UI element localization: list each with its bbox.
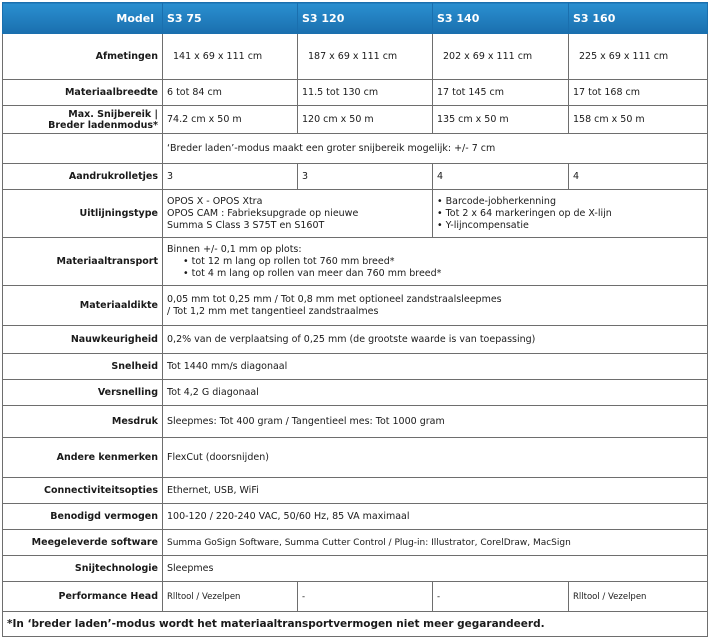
uitlijning-right-text-1: Barcode-jobherkenning [445,195,556,207]
value-vermogen: 100-120 / 220-240 VAC, 50/60 Hz, 85 VA maximaal [163,504,708,530]
value-performance-s3-140: - [433,582,569,612]
value-materiaalbreedte-s3-160: 17 tot 168 cm [569,80,708,106]
uitlijning-left-line-3: Summa S Class 3 S75T en S160T [167,219,325,231]
label-materiaaldikte: Materiaaldikte [3,286,163,326]
value-snijbereik-s3-120: 120 cm x 50 m [298,106,433,134]
model-s3-140: S3 140 [433,3,569,34]
value-snijbereik-s3-75: 74.2 cm x 50 m [163,106,298,134]
bullet-icon: • [183,267,189,279]
value-performance-s3-160: Rlltool / Vezelpen [569,582,708,612]
value-materiaalbreedte-s3-75: 6 tot 84 cm [163,80,298,106]
row-aandrukrolletjes [3,164,708,190]
model-s3-75: S3 75 [163,3,298,34]
value-afmetingen-s3-140: 202 x 69 x 111 cm [433,34,569,80]
value-snijbereik-s3-140: 135 cm x 50 m [433,106,569,134]
label-materiaaltransport: Materiaaltransport [3,238,163,286]
row-materiaaldikte [3,286,708,326]
value-nauwkeurigheid: 0,2% van de verplaatsing of 0,25 mm (de grootste waarde is van toepassing) [163,326,708,354]
value-performance-s3-120: - [298,582,433,612]
value-materiaalbreedte-s3-140: 17 tot 145 cm [433,80,569,106]
value-snelheid: Tot 1440 mm/s diagonaal [163,354,708,380]
value-connectiviteit: Ethernet, USB, WiFi [163,478,708,504]
value-aandrukrolletjes-s3-160: 4 [569,164,708,190]
row-snijbereik [3,106,708,134]
row-software [3,530,708,556]
uitlijning-right-item-3 [437,220,703,232]
value-uitlijningstype-right [433,190,708,238]
label-snijtechnologie: Snijtechnologie [3,556,163,582]
label-snijbereik-line1: Max. Snijbereik | [68,108,158,120]
bullet-icon: • [437,207,443,219]
bullet-icon: • [437,195,443,207]
row-breder-note [3,134,708,164]
materiaaltransport-bullet-text-1: tot 12 m lang op rollen tot 760 mm breed* [191,255,395,267]
row-connectiviteit [3,478,708,504]
row-vermogen [3,504,708,530]
row-versnelling [3,380,708,406]
value-aandrukrolletjes-s3-120: 3 [298,164,433,190]
value-andere-kenmerken: FlexCut (doorsnijden) [163,438,708,478]
value-breder-note: ‘Breder laden’-modus maakt een groter snijbereik mogelijk: +/- 7 cm [163,134,708,164]
uitlijning-right-item-2 [437,208,703,220]
value-snijtechnologie: Sleepmes [163,556,708,582]
uitlijning-right-item-1 [437,196,703,208]
model-s3-160: S3 160 [569,3,708,34]
label-breder-note-empty [3,134,163,164]
uitlijning-right-text-3: Y-lijncompensatie [445,219,529,231]
materiaaltransport-bullet-2 [167,268,703,280]
label-uitlijningstype: Uitlijningstype [3,190,163,238]
footnote: *In ‘breder laden’-modus wordt het materiaaltransportvermogen niet meer gegarandeerd. [3,612,708,637]
label-snijbereik [3,106,163,134]
row-mesdruk [3,406,708,438]
row-andere-kenmerken [3,438,708,478]
label-software: Meegeleverde software [3,530,163,556]
spec-table-container [2,2,707,637]
bullet-icon: • [437,219,443,231]
value-aandrukrolletjes-s3-75: 3 [163,164,298,190]
value-aandrukrolletjes-s3-140: 4 [433,164,569,190]
label-performance-head: Performance Head [3,582,163,612]
row-afmetingen [3,34,708,80]
materiaaldikte-line-1: 0,05 mm tot 0,25 mm / Tot 0,8 mm met optioneel zandstraalsleepmes [167,293,502,305]
label-aandrukrolletjes: Aandrukrolletjes [3,164,163,190]
header-row [3,3,708,34]
materiaaltransport-intro: Binnen +/- 0,1 mm op plots: [167,243,302,255]
row-materiaalbreedte [3,80,708,106]
value-afmetingen-s3-75: 141 x 69 x 111 cm [163,34,298,80]
value-materiaaltransport [163,238,708,286]
value-mesdruk: Sleepmes: Tot 400 gram / Tangentieel mes: Tot 1000 gram [163,406,708,438]
value-snijbereik-s3-160: 158 cm x 50 m [569,106,708,134]
label-snelheid: Snelheid [3,354,163,380]
spec-table [2,2,708,637]
value-afmetingen-s3-120: 187 x 69 x 111 cm [298,34,433,80]
materiaaltransport-bullet-text-2: tot 4 m lang op rollen van meer dan 760 mm breed* [191,267,442,279]
label-snijbereik-line2: Breder ladenmodus* [48,119,158,131]
uitlijning-left-line-2: OPOS CAM : Fabrieksupgrade op nieuwe [167,207,359,219]
bullet-icon: • [183,255,189,267]
value-uitlijningstype-left [163,190,433,238]
model-header: Model [3,3,163,34]
materiaaldikte-line-2: / Tot 1,2 mm met tangentieel zandstraalmes [167,305,379,317]
label-materiaalbreedte: Materiaalbreedte [3,80,163,106]
value-materiaalbreedte-s3-120: 11.5 tot 130 cm [298,80,433,106]
label-andere-kenmerken: Andere kenmerken [3,438,163,478]
row-uitlijningstype [3,190,708,238]
value-performance-s3-75: Rlltool / Vezelpen [163,582,298,612]
materiaaltransport-bullet-1 [167,256,703,268]
value-versnelling: Tot 4,2 G diagonaal [163,380,708,406]
value-materiaaldikte [163,286,708,326]
label-versnelling: Versnelling [3,380,163,406]
label-nauwkeurigheid: Nauwkeurigheid [3,326,163,354]
row-performance-head [3,582,708,612]
value-afmetingen-s3-160: 225 x 69 x 111 cm [569,34,708,80]
label-connectiviteit: Connectiviteitsopties [3,478,163,504]
row-materiaaltransport [3,238,708,286]
row-snijtechnologie [3,556,708,582]
uitlijning-right-text-2: Tot 2 x 64 markeringen op de X-lijn [445,207,612,219]
row-nauwkeurigheid [3,326,708,354]
label-vermogen: Benodigd vermogen [3,504,163,530]
model-s3-120: S3 120 [298,3,433,34]
row-snelheid [3,354,708,380]
value-software: Summa GoSign Software, Summa Cutter Control / Plug-in: Illustrator, CorelDraw, MacSign [163,530,708,556]
label-mesdruk: Mesdruk [3,406,163,438]
label-afmetingen: Afmetingen [3,34,163,80]
uitlijning-left-line-1: OPOS X - OPOS Xtra [167,195,263,207]
